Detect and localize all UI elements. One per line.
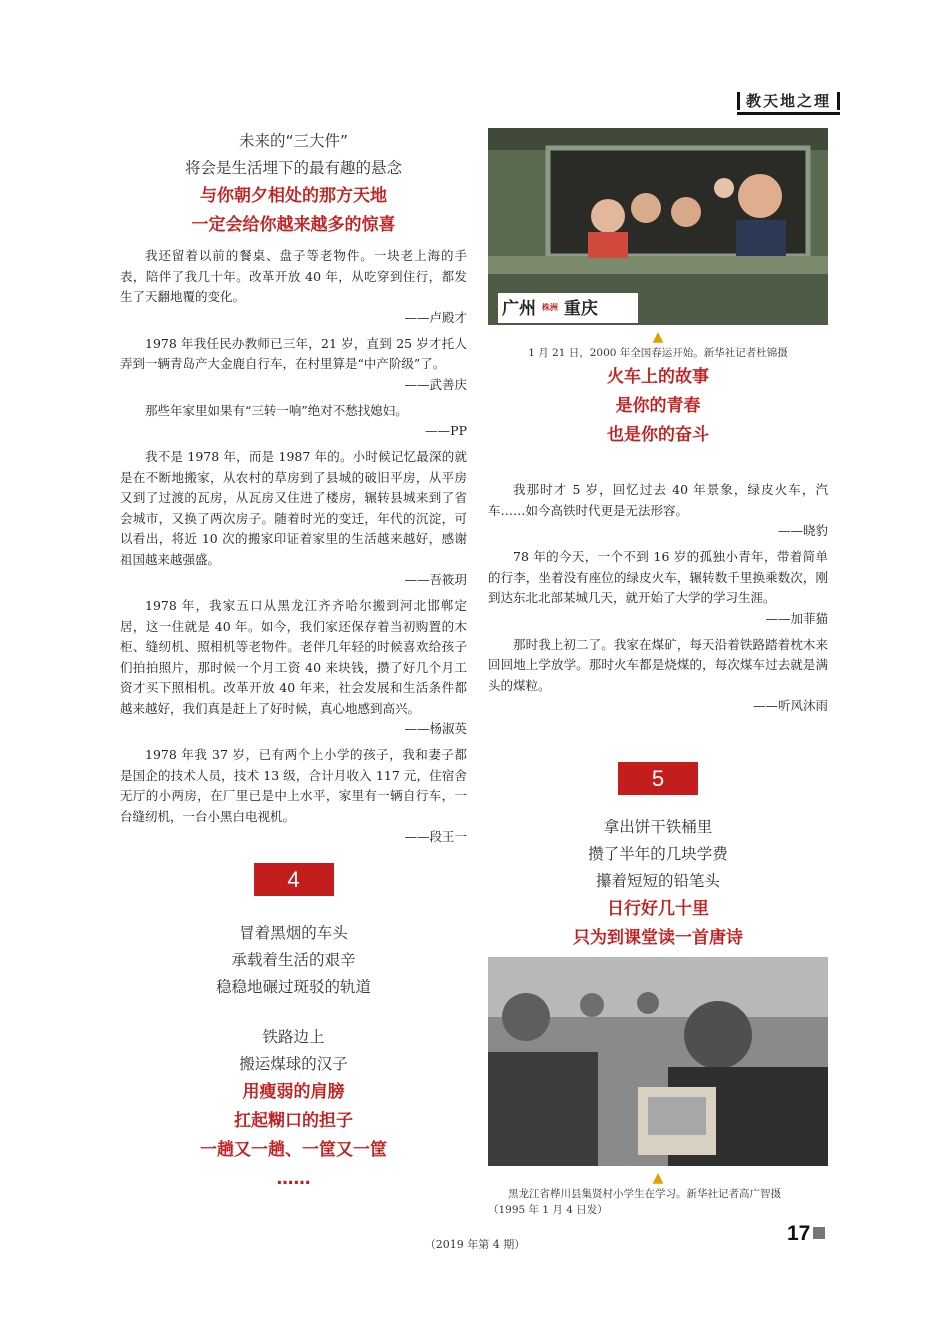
- right-stories: [488, 480, 828, 716]
- poem-line: 攒了半年的几块学费: [588, 845, 728, 863]
- section-4-badge: 4: [254, 863, 334, 896]
- classroom-caption-line2: （1995 年 1 月 4 日发）: [488, 1204, 608, 1216]
- story-signature: ——PP: [425, 423, 467, 438]
- poem-line: 日行好几十里: [607, 899, 709, 919]
- classroom-photo: [488, 957, 828, 1166]
- poem-line: 铁路边上: [262, 1028, 325, 1046]
- train-photo-caption: 1 月 21 日，2000 年全国春运开始。新华社记者杜锦摄: [528, 347, 788, 359]
- poem-line: 承载着生活的艰辛: [231, 951, 356, 969]
- poem-line: 冒着黑烟的车头: [239, 924, 348, 942]
- poem-line: 拿出饼干铁桶里: [603, 818, 713, 836]
- poem-school: [488, 814, 828, 953]
- poem-line: 只为到课堂读一首唐诗: [573, 928, 743, 948]
- caption-pointer-icon: ▲: [652, 329, 664, 345]
- story-paragraph: 我还留着以前的餐桌、盘子等老物件。一块老上海的手表，陪伴了我几十年。改革开放 40 年，从吃穿到住行，都发生了天翻地覆的变化。: [120, 248, 467, 304]
- left-stories: [120, 246, 467, 847]
- classroom-photo-caption: [488, 1186, 828, 1218]
- classroom-caption-line1: 黑龙江省桦川县集贤村小学生在学习。新华社记者高广智摄: [508, 1188, 781, 1200]
- story-signature: ——卢殿才: [404, 309, 467, 325]
- poem-line: 搬运煤球的汉子: [239, 1055, 348, 1073]
- poem-train-story: [488, 363, 828, 450]
- story-paragraph: 1978 年，我家五口从黑龙江齐齐哈尔搬到河北邯郸定居，这一住就是 40 年。如今，我们家还保存着当初购置的木柜、缝纫机、照相机等老物件。老伴几年轻的时候喜欢给孩子们拍拍照片，那时候一个月工资 40 来块钱，攒了好几个月工资才买下照相机。改革开放 40 年来，社会发展和生活条件都越来越好，我们真是赶上了好时候，真心地感到高兴。: [120, 598, 467, 716]
- story-signature: ——吾筱玥: [404, 572, 467, 587]
- poem-line: 用瘦弱的肩膀: [242, 1082, 345, 1102]
- story-signature: ——段王一: [404, 829, 467, 844]
- poem-line: 一定会给你越来越多的惊喜: [191, 215, 396, 235]
- sign-small-label: 株洲: [541, 303, 558, 312]
- story-paragraph: 那些年家里如果有“三转一响”绝对不愁找媳妇。: [145, 402, 408, 418]
- sign-city-guangzhou: 广州: [502, 299, 536, 319]
- story-signature: ——加菲猫: [765, 610, 828, 626]
- left-column: [120, 128, 467, 1194]
- story-paragraph: 1978 年我 37 岁，已有两个上小学的孩子，我和妻子都是国企的技术人员，技术 13 级，合计月收入 117 元，住宿舍无厅的小两房，在厂里已是中上水平，家里有一辆自行车，一台缝纫机，一台小黑白电视机。: [120, 747, 467, 824]
- story-signature: ——听风沐雨: [752, 698, 828, 713]
- poem-line: 扛起糊口的担子: [234, 1111, 353, 1131]
- poem-line: 也是你的奋斗: [607, 425, 709, 445]
- story-paragraph: 78 年的今天，一个不到 16 岁的孤独小青年，带着简单的行李，坐着没有座位的绿皮火车，辗转数千里换乘数次，刚到达东北北部某城几天，就开始了大学的学习生涯。: [488, 549, 828, 605]
- train-photo: [488, 128, 828, 325]
- poem-line: 稳稳地碾过斑驳的轨道: [215, 978, 371, 996]
- section-tag: 教天地之理: [737, 92, 840, 110]
- caption-pointer-icon-2: ▲: [652, 1170, 664, 1186]
- story-paragraph: 我不是 1978 年，而是 1987 年的。小时候记忆最深的就是在不断地搬家，从农村的草房到了县城的破旧平房，从平房又到了过渡的瓦房，从瓦房又住进了楼房，辗转县城来到了省会城市，又换了两次房子。随着时光的变迁，年代的沉淀，可以看出，将近 10 次的搬家印证着家里的生活越来越好，感谢祖国越来越强盛。: [120, 449, 467, 567]
- poem-coal-worker: [120, 1024, 467, 1194]
- poem-line: 与你朝夕相处的那方天地: [200, 186, 387, 206]
- poem-line: ……: [276, 1169, 311, 1189]
- right-column: [488, 128, 828, 1218]
- sign-city-chongqing: 重庆: [563, 299, 598, 319]
- poem-line: 未来的“三大件”: [238, 132, 349, 150]
- classroom-illustration: [488, 957, 828, 1166]
- story-signature: ——晓豹: [777, 523, 828, 538]
- poem-line: 将会是生活埋下的最有趣的悬念: [184, 159, 402, 177]
- poem-train-smoke: [120, 920, 467, 1001]
- poem-line: 火车上的故事: [607, 367, 709, 387]
- section-5-badge: 5: [618, 762, 698, 795]
- story-paragraph: 1978 年我任民办教师已三年，21 岁，直到 25 岁才托人弄到一辆青岛产大金鹿自行车，在村里算是“中产阶级”了。: [120, 335, 467, 371]
- story-signature: ——武善庆: [404, 376, 467, 392]
- poem-future: [120, 128, 467, 240]
- story-paragraph: 那时我上初二了。我家在煤矿，每天沿着铁路踏着枕木来回回地上学放学。那时火车都是烧煤的，每次煤车过去就是满头的煤粒。: [488, 636, 828, 693]
- poem-line: 攥着短短的铅笔头: [595, 872, 720, 890]
- poem-line: 一趟又一趟、一筐又一筐: [200, 1140, 387, 1160]
- page-number: 17: [787, 1222, 825, 1246]
- story-signature: ——杨淑英: [404, 721, 467, 736]
- story-paragraph: 我那时才 5 岁，回忆过去 40 年景象，绿皮火车，汽车……如今高铁时代更是无法形容。: [488, 482, 828, 518]
- issue-footer: （2019 年第 4 期）: [424, 1238, 526, 1251]
- poem-line: 是你的青春: [615, 396, 701, 416]
